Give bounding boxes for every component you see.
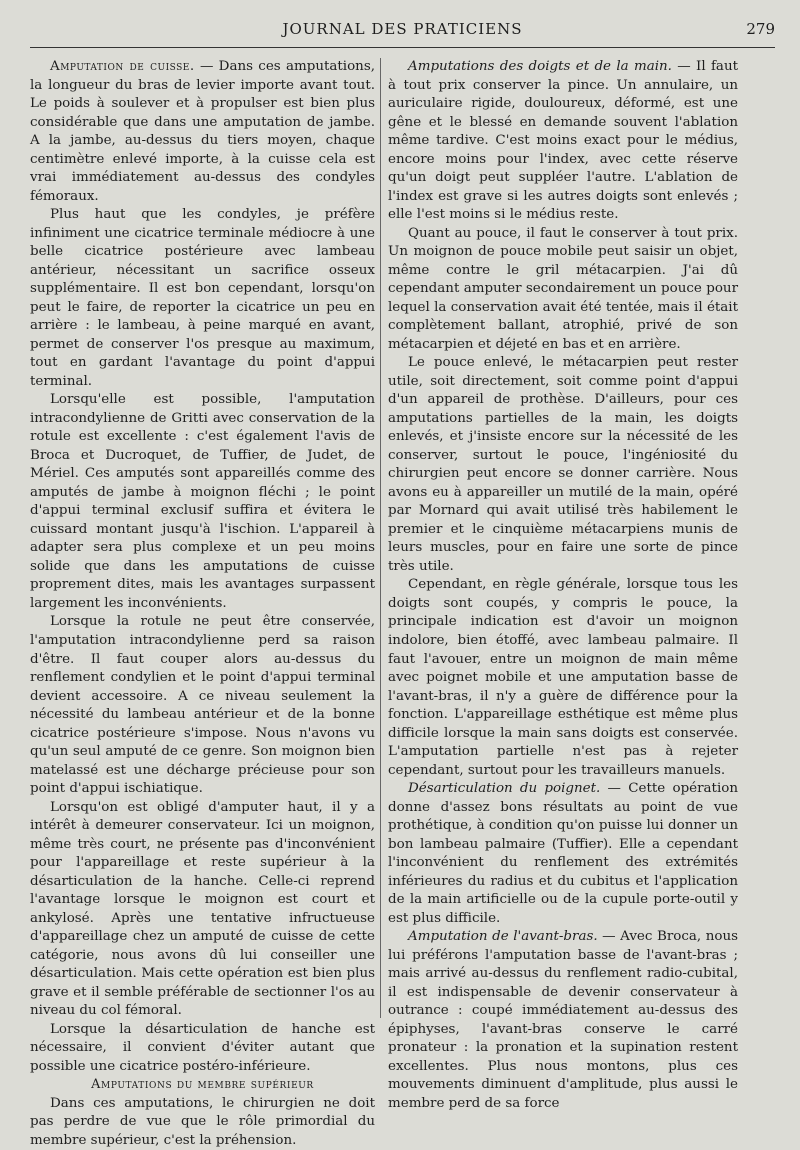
- paragraph: [388, 928, 738, 1113]
- running-header: [30, 20, 775, 44]
- section-run-in-heading: Désarticulation du poignet.: [408, 781, 601, 797]
- left-column: [30, 58, 376, 1148]
- header-rule: [30, 47, 775, 48]
- paragraph: Lorsqu'elle est possible, l'amputation intracondylienne de Gritti avec conservation de la rotule est excellente : c'est également l'avis de Broca et Ducroquet, de Tuffier, de Judet, de Mériel. Ces amputés sont appareillés comme des amputés de jambe à moignon fléchi ; le point d'appui terminal exclusif suffira et évitera le cuissard montant jusqu'à l'ischion. L'appareil à adapter sera plus complexe et un peu moins solide que dans les amputations de cuisse proprement dites, mais les avantages surpassent largement les inconvénients.: [30, 392, 375, 611]
- page-number: 279: [746, 20, 775, 38]
- paragraph-text: — Avec Broca, nous lui préférons l'amputation basse de l'avant-bras ; mais arrivé au-dessus du renflement radio-cubital, il est indispensable de devenir conservateur à outrance : coupé immédiatement au-dessus des épiphyses, l'avant-bras conserve le carré pronateur : la pronation et la supination restent excellentes. Plus nous montons, plus ces mouvements diminuent d'amplitude, plus aussi le membre perd de sa force: [388, 929, 738, 1111]
- right-column: [388, 58, 738, 1111]
- paragraph: Le pouce enlevé, le métacarpien peut rester utile, soit directement, soit comme point d'appui d'un appareil de prothèse. D'ailleurs, pour ces amputations partielles de la main, les doigts enlevés, et j'insiste encore sur la nécessité de les conserver, surtout le pouce, l'ingéniosité du chirurgien peut encore se donner carrière. Nous avons eu à appareiller un mutilé de la main, opéré par Mornard qui avait utilisé très habilement le premier et le cinquième métacarpiens munis de leurs muscles, pour en faire une sorte de pince très utile.: [388, 355, 738, 574]
- paragraph: Cependant, en règle générale, lorsque tous les doigts sont coupés, y compris le pouce, la principale indication est d'avoir un moignon indolore, bien étoffé, avec lambeau palmaire. Il faut l'avouer, entre un moignon de main même avec poignet mobile et une amputation basse de l'avant-bras, il n'y a guère de différence pour la fonction. L'appareillage esthétique est même plus difficile lorsque la main sans doigts est conservée. L'amputation partielle n'est pas à rejeter cependant, surtout pour les travailleurs manuels.: [388, 577, 738, 778]
- paragraph: [388, 58, 738, 225]
- paragraph-text: — Cette opération donne d'assez bons résultats au point de vue prothétique, à condition qu'on puisse lui donner un bon lambeau palmaire (Tuffier). Elle a cependant l'inconvénient du renflement des extrémités inférieures du radius et du cubitus et l'application de la main artificielle ou de la cupule porte-outil y est plus difficile.: [388, 781, 738, 926]
- paragraph-text: — Il faut à tout prix conserver la pince. Un annulaire, un auriculaire rigide, douloureux, déformé, est une gêne et le blessé en demande souvent l'ablation même tardive. C'est moins exact pour le médius, encore moins pour l'index, avec cette réserve qu'un doigt peut suppléer l'autre. L'ablation de l'index est grave si les autres doigts sont enlevés ; elle l'est moins si le médius reste.: [388, 59, 738, 223]
- paragraph: [388, 780, 738, 928]
- paragraph: Quant au pouce, il faut le conserver à tout prix. Un moignon de pouce mobile peut saisir un objet, même contre le gril métacarpien. J'ai dû cependant amputer secondairement un pouce pour lequel la conservation avait été tentée, mais il était complètement ballant, atrophié, privé de son métacarpien et déjeté en bas et en arrière.: [388, 225, 738, 352]
- paragraph: Lorsque la rotule ne peut être conservée, l'amputation intracondylienne perd sa raison d'être. Il faut couper alors au-dessus du renflement condylien et le point d'appui terminal devient accessoire. A ce niveau seulement la nécessité du lambeau antérieur et de la bonne cicatrice postérieure s'impose. Nous n'avons vu qu'un seul amputé de ce genre. Son moignon bien matelassé est une décharge précieuse pour son point d'appui ischiatique.: [30, 614, 375, 797]
- paragraph: Lorsqu'on est obligé d'amputer haut, il y a intérêt à demeurer conservateur. Ici un moignon, même très court, ne présente pas d'inconvénient pour l'appareillage et reste supérieur à la désarticulation de la hanche. Celle-ci reprend l'avantage lorsque le moignon est court et ankylosé. Après une tentative infructueuse d'appareillage chez un amputé de cuisse de cette catégorie, nous avons dû lui conseiller une désarticulation. Mais cette opération est bien plus grave et il semble préférable de sectionner l'os au niveau du col fémoral.: [30, 799, 375, 1019]
- column-divider: [380, 58, 381, 1018]
- paragraph: Dans ces amputations, le chirurgien ne doit pas perdre de vue que le rôle primordial du membre supérieur, c'est la préhension.: [30, 1095, 375, 1148]
- paragraph-text: — Dans ces amputations, la longueur du bras de levier importe avant tout. Le poids à soulever et à propulser est bien plus considérable que dans une amputation de jambe. A la jambe, au-dessus du tiers moyen, chaque centimètre enlevé importe, à la cuisse cela est vrai immédiatement au-dessus des condyles fémoraux.: [30, 59, 376, 204]
- journal-title: JOURNAL DES PRATICIENS: [282, 20, 523, 38]
- section-run-in-heading: Amputation de cuisse.: [50, 59, 195, 74]
- paragraph: Lorsque la désarticulation de hanche est nécessaire, il convient d'éviter autant que possible une cicatrice postéro-inférieure.: [30, 1021, 375, 1074]
- paragraph: [30, 58, 375, 206]
- section-run-in-heading: Amputations des doigts et de la main.: [408, 59, 672, 74]
- section-run-in-heading: Amputation de l'avant-bras.: [408, 929, 598, 945]
- section-heading: Amputations du membre supérieur: [91, 1077, 314, 1093]
- paragraph: Plus haut que les condyles, je préfère infiniment une cicatrice terminale médiocre à une belle cicatrice postérieure avec lambeau antérieur, nécessitant un sacrifice osseux supplémentaire. Il est bon cependant, lorsqu'on peut le faire, de reporter la cicatrice un peu en arrière : le lambeau, à peine marqué en avant, permet de conserver l'os presque au maximum, tout en gardant l'avantage du point d'appui terminal.: [30, 207, 375, 389]
